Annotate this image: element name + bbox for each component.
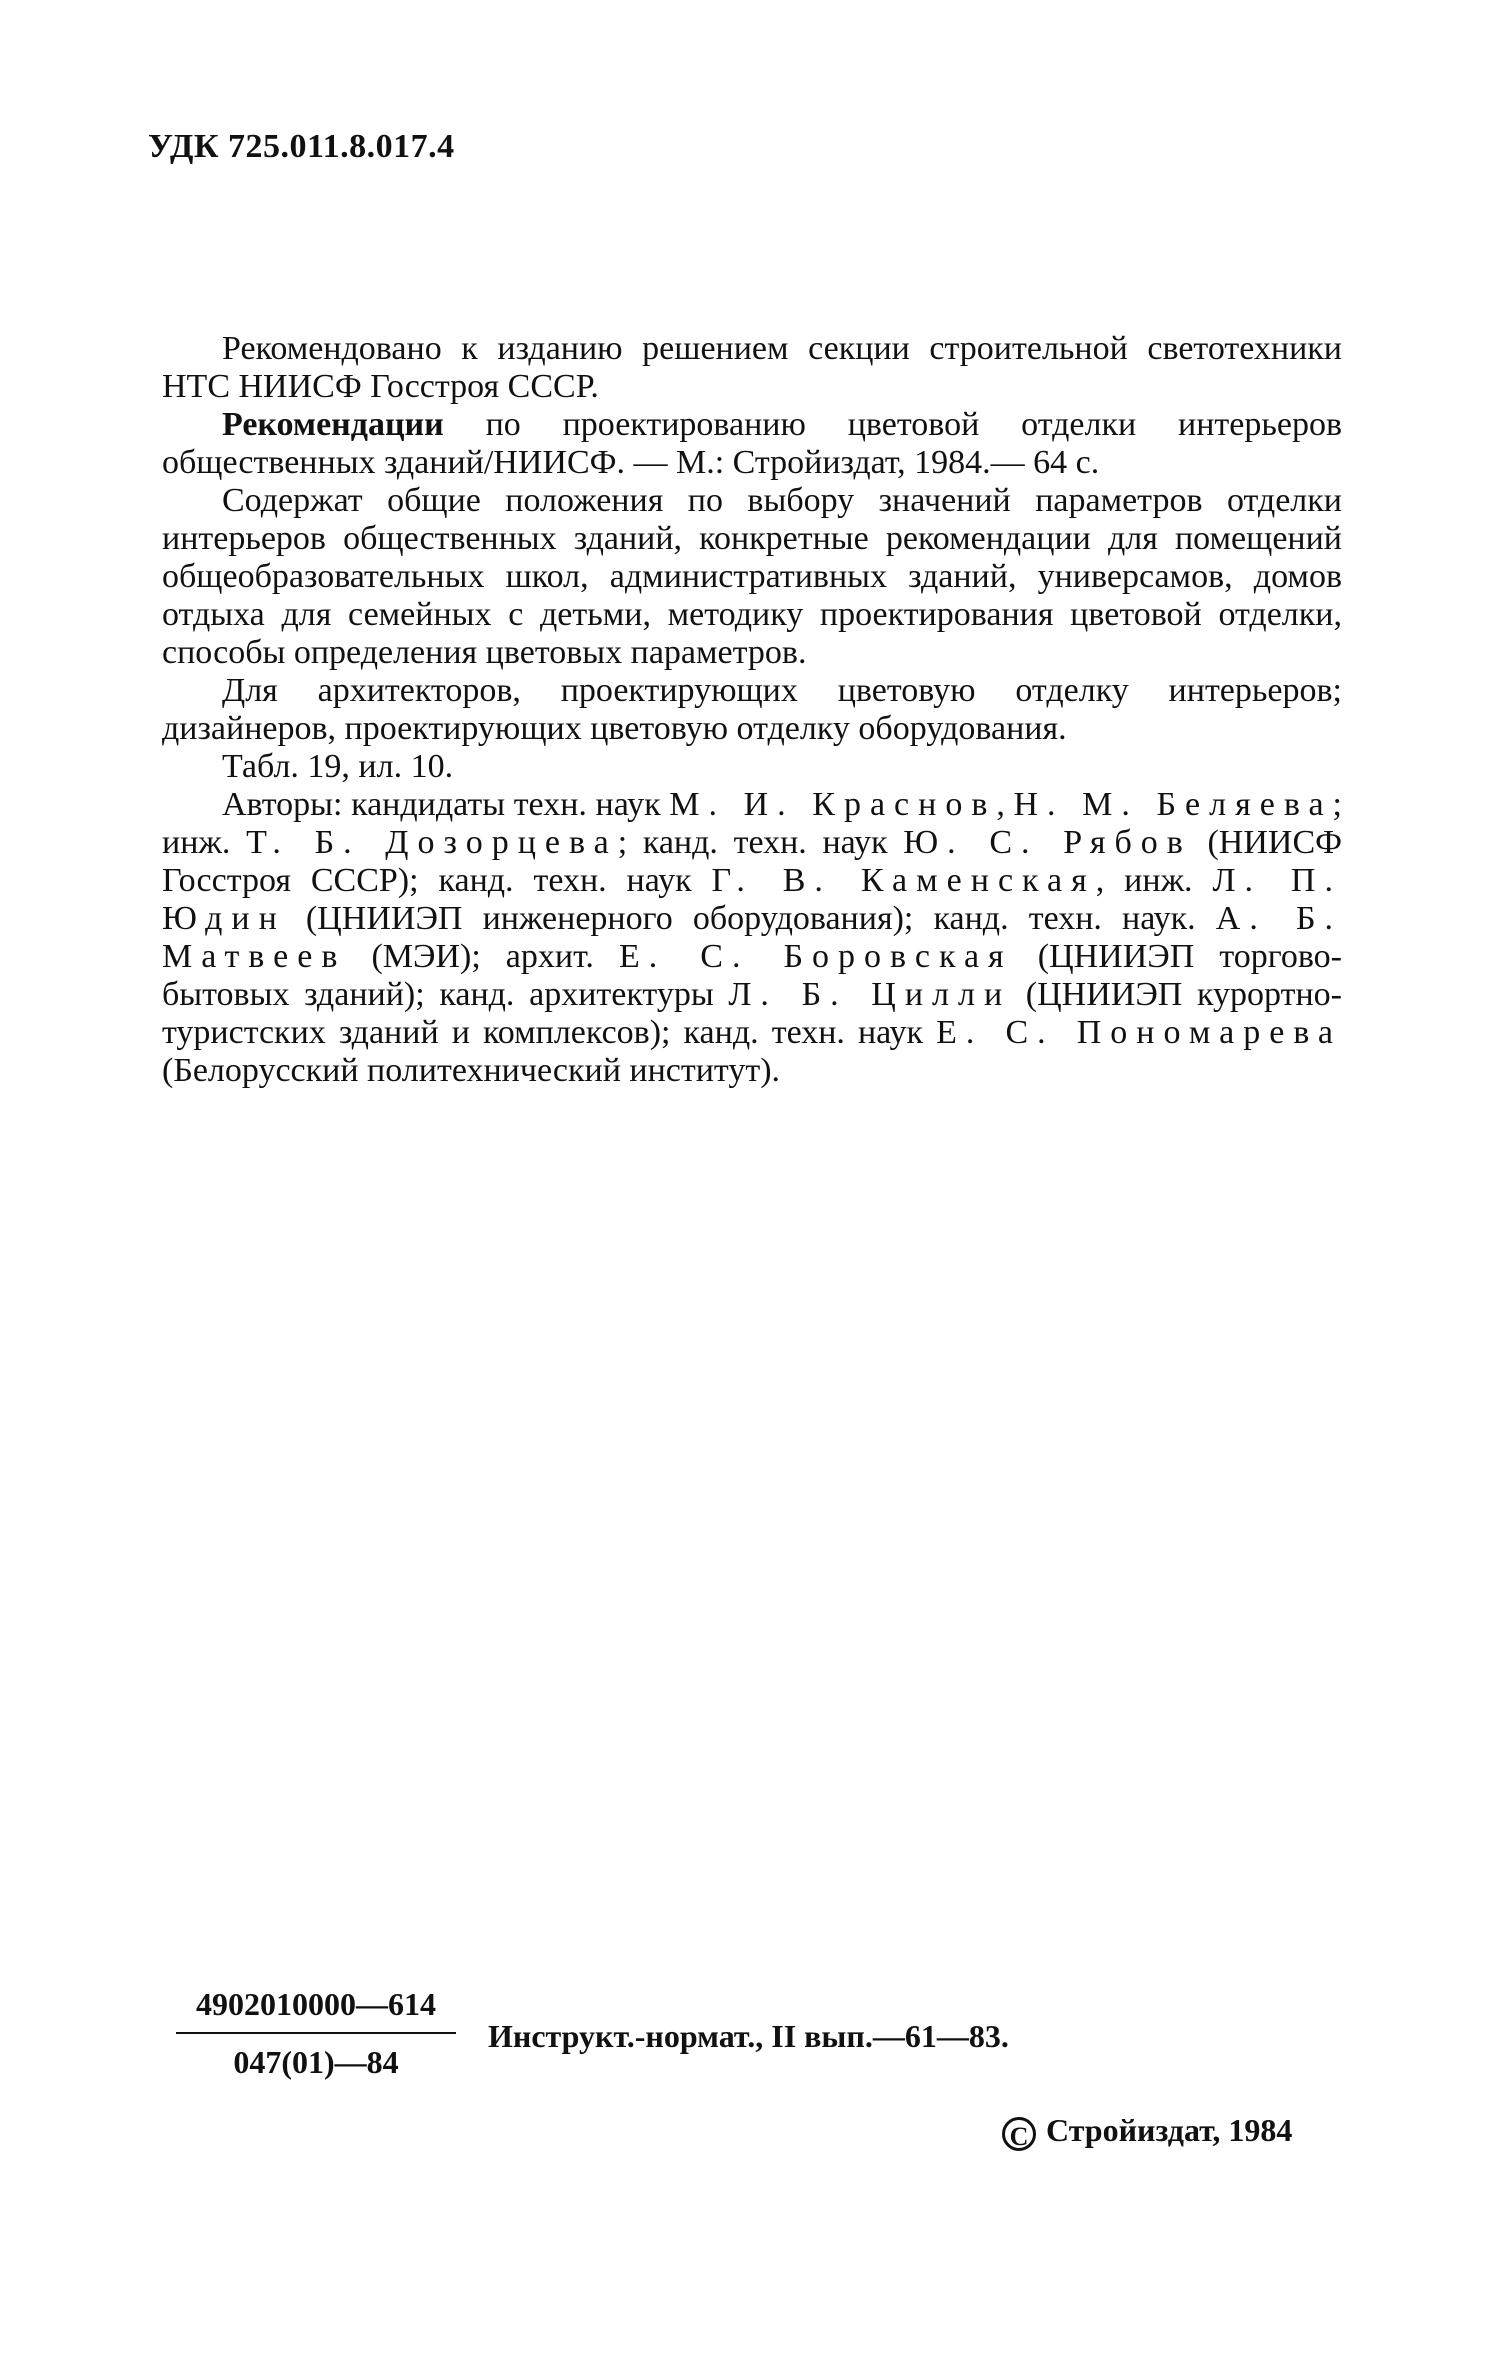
authors-text: (НИИСФ Госстроя СССР); канд. техн. наук [162,824,1343,899]
author-name: Е. С. Пономарева [936,1014,1342,1051]
bibliographic-record [162,406,1342,482]
authors-text: (ЦНИИЭП курортно-туристских зданий и комплексов); канд. техн. наук [162,976,1342,1051]
udk-code: УДК 725.011.8.017.4 [148,128,455,165]
imprint-block [176,1986,1376,2246]
catalog-index-numerator: 4902010000—614 [196,1986,436,2022]
instruction-normative-note: Инструкт.-нормат., II вып.—61—83. [488,2018,1009,2054]
author-name: Ю. С. Рябов [903,824,1192,861]
authors-text: ; канд. техн. наук [617,824,904,861]
fraction-line [176,2032,456,2034]
recommendation-text: Рекомендовано к изданию решением секции строительной светотехники НТС НИИСФ Госстроя СССР. [162,330,1342,405]
author-name: Т. Б. Дозорцева [246,824,618,861]
author-name: А. Б. Матвеев [162,900,1342,975]
bibliographic-details: по проектированию цветовой отделки интерьеров общественных зданий/НИИСФ. — М.: Стройиздат, 1984.— 64 с. [162,406,1342,481]
author-name: Л. Б. Цилли [728,976,1012,1013]
copyright-line [1002,2112,1292,2151]
author-name: Е. С. Боровская [618,938,1013,975]
audience-note: Для архитекторов, проектирующих цветовую отделку интерьеров; дизайнеров, проектирующих цветовую отделку оборудования. [162,672,1342,747]
bibliographic-title: Рекомендации [222,406,444,443]
authors-text: , инж. [1095,862,1213,899]
catalog-index-denominator: 047(01)—84 [233,2044,399,2080]
publisher-year: Стройиздат, 1984 [1046,2112,1293,2148]
author-name: Л. П. Юдин [162,862,1342,937]
authors-text: ; инж. [162,786,1342,861]
tables-illustrations-count: Табл. 19, ил. 10. [222,748,454,785]
authors-text: , [996,786,1014,823]
authors-text: (МЭИ); архит. [346,938,619,975]
contents-summary: Содержат общие положения по выбору значений параметров отделки интерьеров общественных зданий, конкретные рекомендации для помещений общеобразовательных школ, административных зданий, универсамов, домов отдыха для семейных с детьми, методику проектирования цветовой отделки, способы определения цветовых параметров. [162,482,1342,671]
annotation-block [162,330,1342,1090]
authors-text: (ЦНИИЭП инженерного оборудования); канд. техн. наук. [285,900,1216,937]
authors-text: (ЦНИИЭП торгово-бытовых зданий); канд. архитектуры [162,938,1342,1013]
author-name: М. И. Краснов [669,786,997,823]
authors-text: Авторы: кандидаты техн. наук [222,786,670,823]
copyright-icon: C [1002,2117,1036,2151]
author-name: Г. В. Каменская [711,862,1096,899]
authors-list [162,786,1342,1090]
authors-text: (Белорусский политехнический институт). [162,1052,781,1089]
author-name: Н. М. Беляева [1013,786,1333,823]
